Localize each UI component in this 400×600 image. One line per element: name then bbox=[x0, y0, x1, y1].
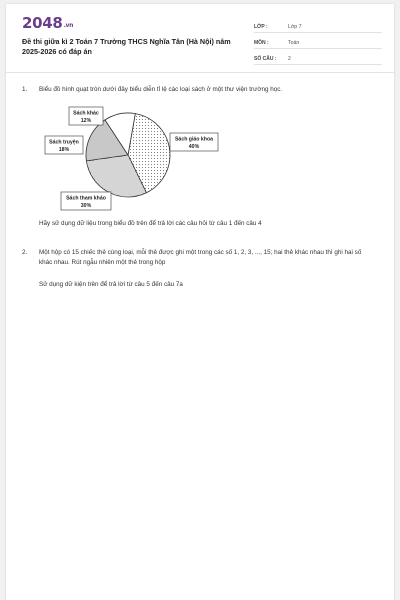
meta-value: Toán bbox=[288, 40, 300, 46]
document-page bbox=[6, 4, 394, 600]
slice-label: Sách tham khảo bbox=[66, 195, 106, 202]
slice-percent: 40% bbox=[188, 144, 200, 150]
question-number: 1. bbox=[22, 86, 28, 93]
slice-label: Sách khác bbox=[73, 110, 99, 117]
slice-percent: 12% bbox=[80, 118, 92, 124]
question-2 bbox=[22, 248, 374, 290]
question-text: Một hộp có 15 chiếc thẻ cùng loại, mỗi thẻ được ghi một trong các số 1, 2, 3, ..., 15; hai thẻ khác nhau thì ghi hai số khác nhau. Rút ngẫu nhiên một thẻ trong hộp bbox=[39, 249, 362, 266]
question-instruction: Sử dụng dữ kiện trên để trả lời từ câu 5 đến câu 7a bbox=[39, 281, 183, 288]
meta-label: LỚP : bbox=[254, 24, 268, 30]
meta-value: Lớp 7 bbox=[288, 24, 302, 30]
meta-row-class bbox=[254, 18, 382, 33]
site-logo[interactable]: 2048.vn bbox=[22, 14, 74, 32]
slice-label: Sách giáo khoa bbox=[174, 136, 214, 143]
question-instruction: Hãy sử dụng dữ liệu trong biểu đồ trên để trả lời các câu hỏi từ câu 1 đến câu 4 bbox=[39, 220, 262, 227]
meta-label: MÔN : bbox=[254, 40, 269, 46]
meta-value: 2 bbox=[288, 56, 291, 62]
question-text: Biểu đồ hình quạt tròn dưới đây biểu diễn tỉ lệ các loại sách ở một thư viện trường học. bbox=[39, 86, 283, 93]
slice-percent: 30% bbox=[80, 203, 92, 209]
meta-row-count bbox=[254, 50, 382, 65]
pie-chart bbox=[36, 100, 236, 212]
slice-label: Sách truyện bbox=[49, 139, 79, 146]
meta-label: SỐ CÂU : bbox=[254, 56, 277, 62]
exam-title: Đề thi giữa kì 2 Toán 7 Trường THCS Nghĩa Tân (Hà Nội) năm 2025-2026 có đáp án bbox=[22, 37, 231, 56]
meta-row-subject bbox=[254, 34, 382, 49]
question-number: 2. bbox=[22, 249, 28, 256]
slice-percent: 18% bbox=[58, 147, 70, 153]
exam-meta bbox=[254, 18, 382, 66]
header-divider bbox=[6, 72, 394, 73]
